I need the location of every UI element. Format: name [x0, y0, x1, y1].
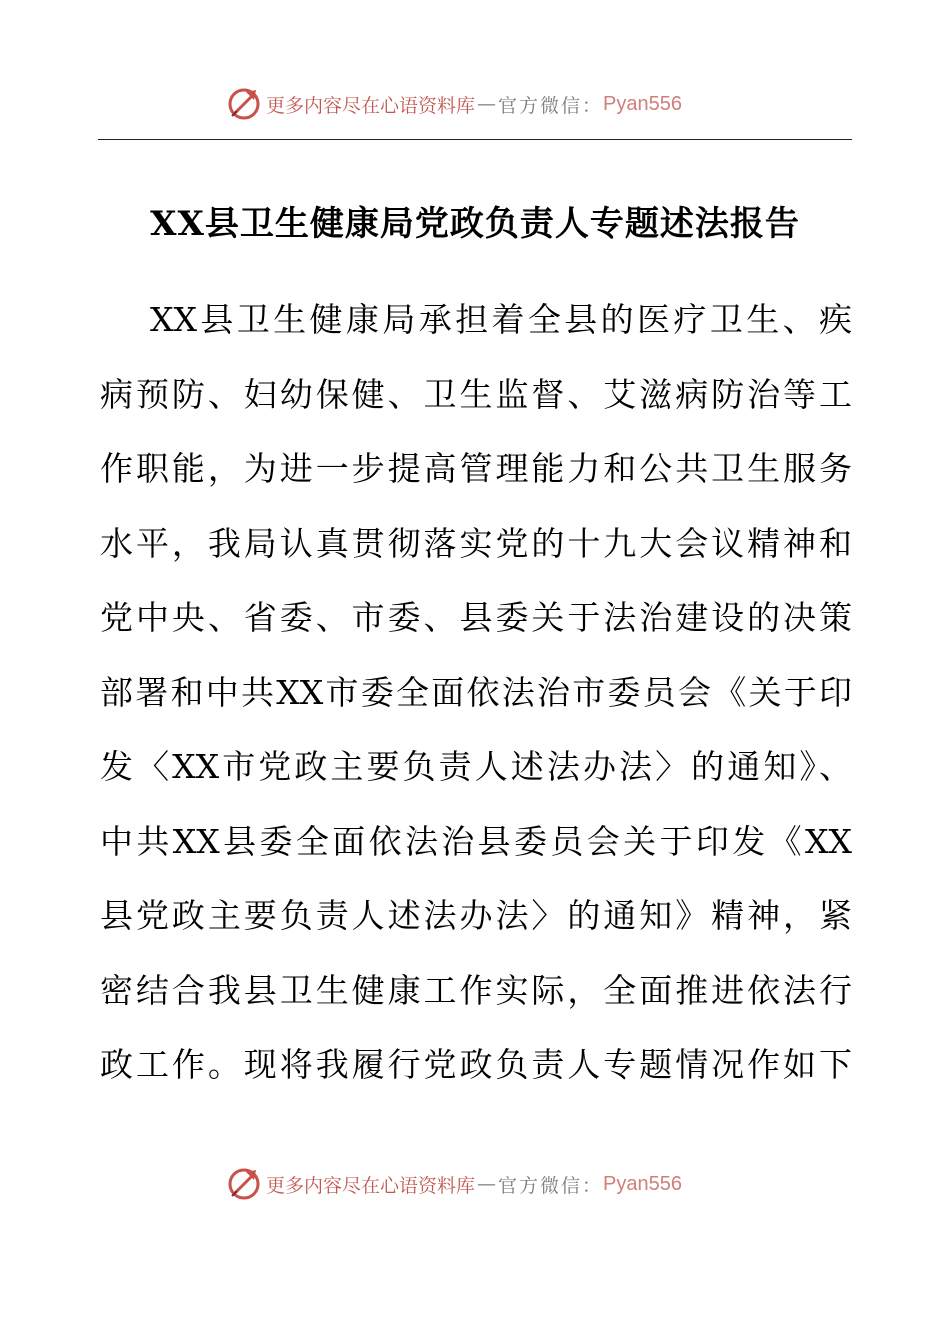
- header-divider: [98, 139, 852, 140]
- quill-logo-icon: [226, 1166, 262, 1202]
- promo-text: 更多内容尽在心语资料库: [266, 94, 476, 117]
- body-line: XX县卫生健康局承担着全县的医疗卫生、疾: [150, 300, 852, 339]
- footer-watermark: [226, 1164, 682, 1204]
- wechat-label: 官方微信：: [498, 1174, 604, 1197]
- body-line: 密结合我县卫生健康工作实际，全面推进依法行: [100, 970, 852, 1010]
- document-title: XX县卫生健康局党政负责人专题述法报告: [150, 204, 800, 244]
- body-line: 县党政主要负责人述法办法〉的通知》精神，紧: [100, 896, 852, 935]
- wechat-id: Pyan556: [603, 92, 682, 115]
- wechat-id: Pyan556: [603, 1172, 682, 1195]
- body-line: 政工作。现将我履行党政负责人专题情况作如下: [100, 1045, 852, 1084]
- promo-dash: —: [477, 93, 497, 115]
- body-paragraph: [100, 298, 852, 1118]
- wechat-label: 官方微信：: [498, 94, 604, 117]
- body-line: 党中央、省委、市委、县委关于法治建设的决策: [100, 598, 852, 637]
- body-line: 病预防、妇幼保健、卫生监督、艾滋病防治等工: [100, 374, 852, 414]
- body-line: 中共XX县委全面依法治县委员会关于印发《XX: [100, 821, 852, 861]
- body-line: 水平，我局认真贯彻落实党的十九大会议精神和: [100, 523, 852, 563]
- header-watermark: [226, 84, 682, 124]
- quill-logo-icon: [226, 86, 262, 122]
- body-line: 发〈XX市党政主要负责人述法办法〉的通知》、: [100, 747, 852, 786]
- body-line: 作职能，为进一步提高管理能力和公共卫生服务: [100, 449, 852, 488]
- promo-dash: —: [477, 1173, 497, 1195]
- promo-text: 更多内容尽在心语资料库: [266, 1174, 476, 1197]
- body-line: 部署和中共XX市委全面依法治市委员会《关于印: [100, 672, 852, 712]
